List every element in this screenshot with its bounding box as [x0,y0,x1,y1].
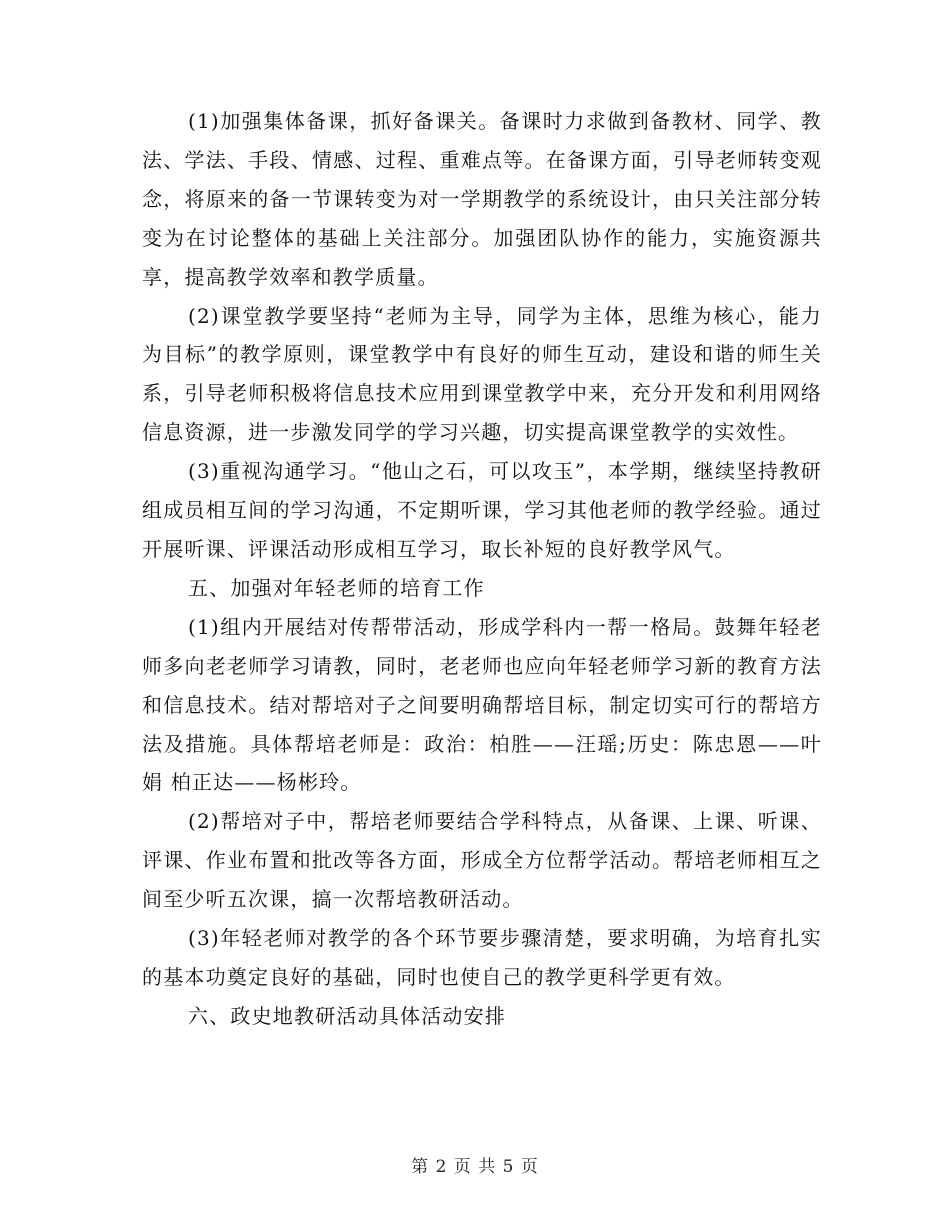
paragraph-young-teacher-skills: (3)年轻老师对教学的各个环节要步骤清楚，要求明确，为培育扎实的基本功奠定良好的基础，同时也使自己的教学更科学更有效。 [142,926,822,989]
page-footer: 第 2 页 共 5 页 [411,1157,539,1177]
section-heading-young-teachers: 五、加强对年轻老师的培育工作 [188,575,485,600]
paragraph-exchange-learning: (3)重视沟通学习。“他山之石，可以攻玉”，本学期，继续坚持教研组成员相互间的学习沟通，不定期听课，学习其他老师的教学经验。通过开展听课、评课活动形成相互学习，取长补短的良好教学风气。 [142,459,822,561]
paragraph-mentoring-pairs: (1)组内开展结对传帮带活动，形成学科内一帮一格局。鼓舞年轻老师多向老老师学习请教，同时，老老师也应向年轻老师学习新的教育方法和信息技术。结对帮培对子之间要明确帮培目标，制定切实可行的帮培方法及措施。具体帮培老师是：政治：柏胜——汪瑶;历史：陈忠恩——叶娟 柏正达——杨彬玲。 [142,614,822,795]
paragraph-lesson-prep: (1)加强集体备课，抓好备课关。备课时力求做到备教材、同学、教法、学法、手段、情感、过程、重难点等。在备课方面，引导老师转变观念，将原来的备一节课转变为对一学期教学的系统设计，由只关注部分转变为在讨论整体的基础上关注部分。加强团队协作的能力，实施资源共享，提高教学效率和教学质量。 [142,109,822,289]
paragraph-mentoring-activities: (2)帮培对子中，帮培老师要结合学科特点，从备课、上课、听课、评课、作业布置和批改等各方面，形成全方位帮学活动。帮培老师相互之间至少听五次课，搞一次帮培教研活动。 [142,809,822,912]
paragraph-classroom-teaching: (2)课堂教学要坚持“老师为主导，同学为主体，思维为核心，能力为目标”的教学原则，课堂教学中有良好的师生互动，建设和谐的师生关系，引导老师积极将信息技术应用到课堂教学中来，充分开发和利用网络信息资源，进一步激发同学的学习兴趣，切实提高课堂教学的实效性。 [142,303,822,445]
document-body [142,102,822,1036]
section-heading-activity-schedule: 六、政史地教研活动具体活动安排 [188,1003,506,1028]
